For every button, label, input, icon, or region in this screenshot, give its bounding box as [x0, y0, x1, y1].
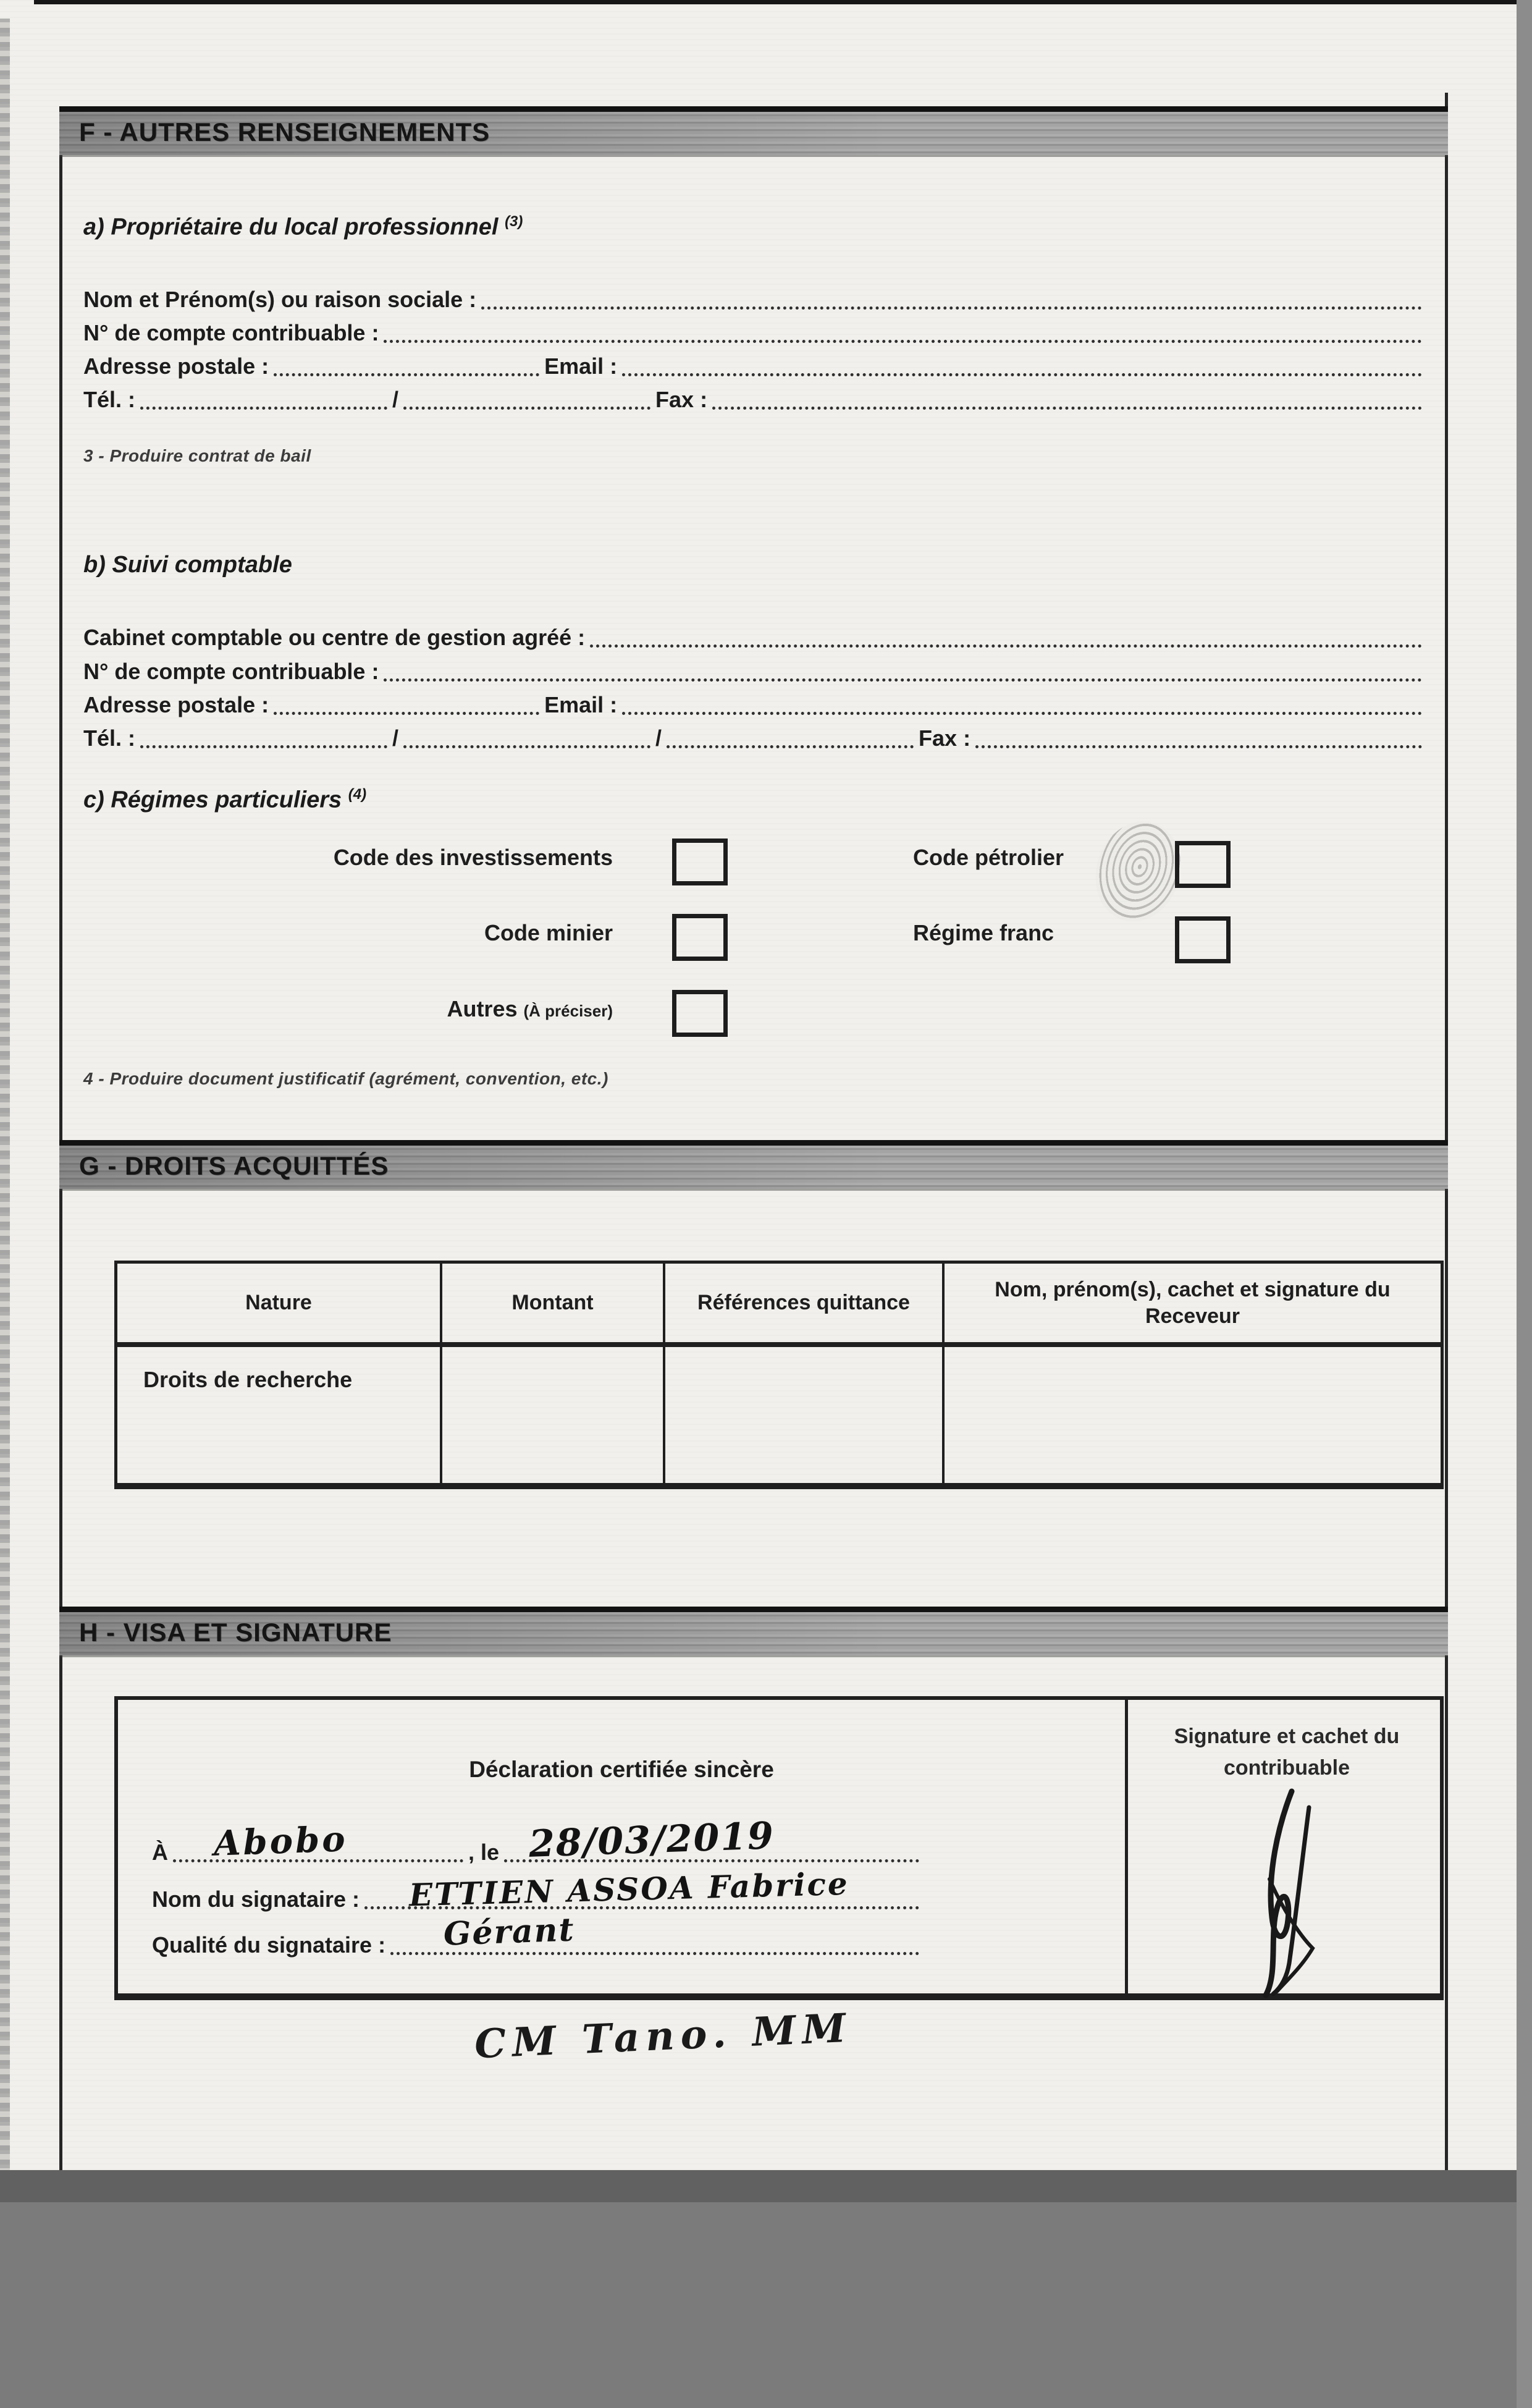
dotted-line	[384, 336, 1422, 343]
dotted-line	[274, 370, 539, 376]
field-label-email: Email :	[544, 353, 618, 379]
dotted-line	[481, 303, 1422, 310]
dotted-line	[590, 641, 1422, 648]
checkbox-code-investissements	[672, 839, 728, 885]
field-label-fax-b: Fax :	[919, 725, 971, 751]
subsection-b-heading-text: b) Suivi comptable	[83, 552, 292, 578]
place-label: À	[152, 1840, 168, 1865]
checkbox-code-minier	[672, 914, 728, 961]
section-h-header	[59, 1607, 1448, 1655]
dotted-line	[403, 741, 650, 748]
checkbox-row	[0, 837, 1532, 885]
table-header-receveur: Nom, prénom(s), cachet et signature du Receveur	[945, 1264, 1441, 1347]
dotted-line	[390, 1911, 919, 1955]
checkbox-label-autres-note: (À préciser)	[523, 1002, 613, 1020]
checkbox-row	[0, 913, 1532, 961]
subsection-a-heading-text: a) Propriétaire du local professionnel	[83, 214, 499, 240]
subsection-c-heading	[83, 786, 366, 814]
field-row	[83, 382, 1427, 414]
table-cell-montant	[442, 1347, 665, 1483]
table-cell-nature: Droits de recherche	[117, 1347, 442, 1483]
checkbox-row	[0, 989, 1532, 1037]
scanner-background-right	[1517, 0, 1532, 2408]
checkbox-code-petrolier	[1175, 841, 1231, 888]
checkbox-label-code-investissements: Code des investissements	[333, 845, 613, 870]
place-date-row	[152, 1814, 924, 1867]
dotted-line	[173, 1819, 463, 1864]
tel-separator: /	[392, 387, 399, 412]
signature-cachet-header: Signature et cachet du contribuable	[1174, 1725, 1400, 1780]
dotted-line	[622, 708, 1422, 715]
checkbox-label-autres-text: Autres	[447, 996, 518, 1021]
field-row	[83, 282, 1427, 314]
dotted-line	[504, 1814, 919, 1866]
dotted-line	[975, 741, 1422, 748]
dotted-line	[140, 403, 387, 410]
signatory-quality-row	[152, 1911, 924, 1959]
field-label-adresse: Adresse postale :	[83, 353, 269, 379]
field-label-compte-contribuable-b: N° de compte contribuable :	[83, 659, 379, 684]
field-label-tel-b: Tél. :	[83, 725, 136, 751]
table-header-montant: Montant	[442, 1264, 665, 1347]
dotted-line	[667, 741, 914, 748]
dotted-line	[622, 370, 1422, 376]
checkbox-label-code-minier: Code minier	[484, 920, 613, 945]
footnote-4: 4 - Produire document justificatif (agrément, convention, etc.)	[83, 1069, 608, 1088]
form-border-left	[59, 106, 62, 2170]
signatory-name-row	[152, 1865, 924, 1914]
handwritten-place: Abobo	[213, 1819, 348, 1864]
dotted-line	[274, 708, 539, 715]
field-row	[83, 687, 1427, 719]
field-label-cabinet: Cabinet comptable ou centre de gestion agréé :	[83, 625, 586, 650]
table-header-nature: Nature	[117, 1264, 442, 1347]
tel-separator: /	[392, 725, 399, 751]
droits-acquittes-table	[114, 1261, 1444, 1489]
tel-separator: /	[655, 725, 662, 751]
dotted-line	[384, 675, 1422, 682]
signatory-name-label: Nom du signataire :	[152, 1886, 360, 1912]
section-g-header	[59, 1140, 1448, 1189]
handwritten-signature	[1230, 1786, 1335, 2000]
handwritten-bottom-note: CM Tano. MM	[473, 2005, 853, 2068]
signatory-quality-label: Qualité du signataire :	[152, 1932, 386, 1958]
handwritten-date: 28/03/2019	[528, 1814, 776, 1866]
field-label-email-b: Email :	[544, 692, 618, 717]
checkbox-label-autres	[247, 996, 613, 1022]
visa-box-divider	[1125, 1700, 1128, 1993]
field-label-adresse-b: Adresse postale :	[83, 692, 269, 717]
subsection-a-heading	[83, 213, 523, 241]
date-label: , le	[468, 1840, 500, 1865]
section-f-header	[59, 106, 1448, 155]
checkbox-regime-franc	[1175, 916, 1231, 963]
footnote-ref-4: (4)	[348, 786, 367, 803]
dotted-line	[403, 403, 650, 410]
dotted-line	[712, 403, 1422, 410]
field-row	[83, 315, 1427, 347]
table-cell-references	[665, 1347, 945, 1483]
field-label-fax: Fax :	[655, 387, 708, 412]
handwritten-signatory-quality: Gérant	[442, 1911, 576, 1953]
field-row	[83, 654, 1427, 686]
table-cell-receveur	[945, 1347, 1441, 1483]
checkbox-autres	[672, 990, 728, 1037]
field-label-compte-contribuable: N° de compte contribuable :	[83, 320, 379, 345]
section-f-title: F - AUTRES RENSEIGNEMENTS	[79, 117, 490, 146]
scan-left-edge	[0, 19, 10, 2170]
footnote-3: 3 - Produire contrat de bail	[83, 446, 311, 465]
dotted-line	[364, 1865, 919, 1914]
footnote-ref-3: (3)	[505, 213, 523, 230]
table-header-references: Références quittance	[665, 1264, 945, 1347]
handwritten-signatory-name: ETTIEN ASSOA Fabrice	[408, 1865, 850, 1914]
subsection-c-heading-text: c) Régimes particuliers	[83, 787, 342, 813]
dotted-line	[140, 741, 387, 748]
form-border-right	[1445, 93, 1448, 2170]
field-row	[83, 720, 1427, 753]
visa-signature-box	[114, 1696, 1444, 2000]
field-label-nom-raison: Nom et Prénom(s) ou raison sociale :	[83, 287, 477, 312]
section-g-title: G - DROITS ACQUITTÉS	[79, 1151, 389, 1180]
field-row	[83, 349, 1427, 381]
scan-top-edge	[34, 0, 1517, 4]
checkbox-label-code-petrolier: Code pétrolier	[913, 845, 1064, 870]
paper-bottom-shadow	[0, 2170, 1517, 2202]
subsection-b-heading	[83, 552, 292, 578]
section-h-title: H - VISA ET SIGNATURE	[79, 1618, 392, 1647]
checkbox-label-regime-franc: Régime franc	[913, 920, 1054, 945]
field-row	[83, 620, 1427, 652]
declaration-text: Déclaration certifiée sincère	[469, 1757, 774, 1782]
field-label-tel: Tél. :	[83, 387, 136, 412]
